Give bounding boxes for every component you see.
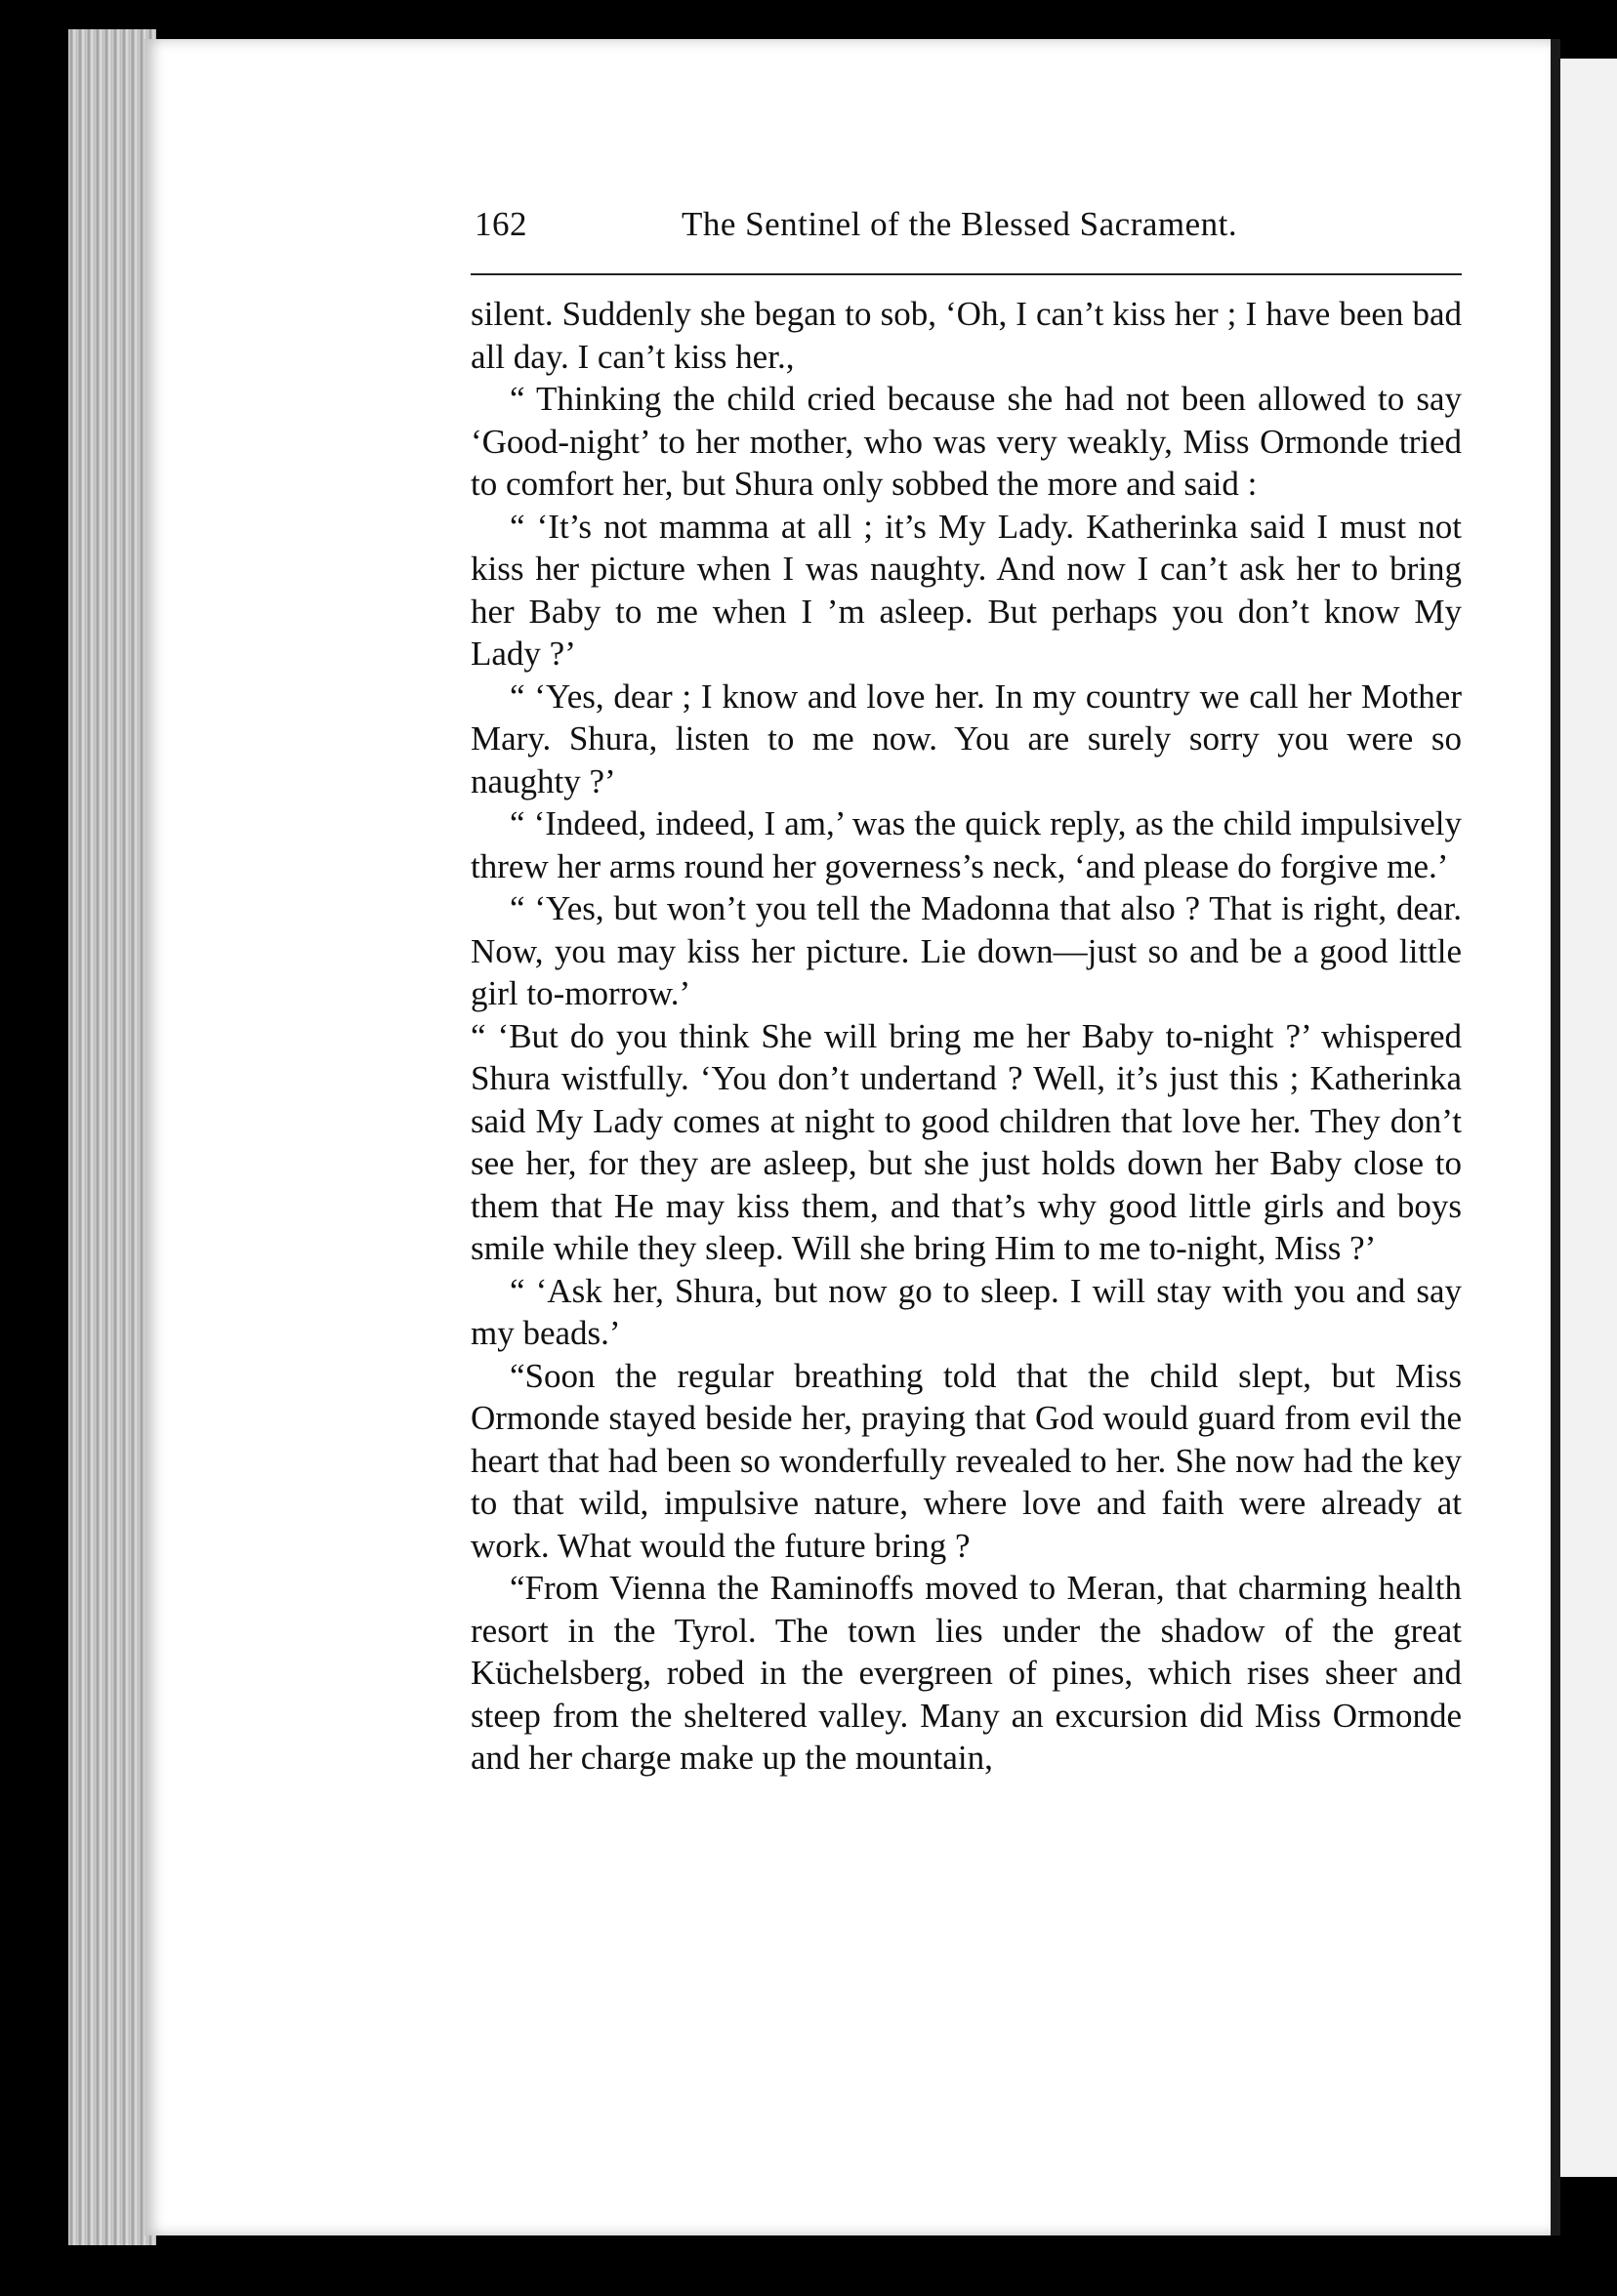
paragraph: “Soon the regular breathing told that the child slept, but Miss Ormonde stayed beside her, praying that God would guard from evil the heart that had been so wonderfully revealed to her. She now had the key to that wild, impulsive nature, where love and faith were already at work. What would the future bring ? [471, 1356, 1462, 1565]
facing-page-edge [1560, 59, 1617, 2177]
paragraph: “From Vienna the Raminoffs moved to Meran, that charming health resort in the Tyrol. The town lies under the shadow of the great Küchelsberg, robed in the evergreen of pines, which rises sheer and steep from the sheltered valley. Many an excursion did Miss Ormonde and her charge make up the mountain, [471, 1569, 1462, 1777]
running-header [471, 205, 1462, 252]
paragraph: silent. Suddenly she began to sob, ‘Oh, I can’t kiss her ; I have been bad all day. I can’t kiss her., [471, 295, 1462, 376]
body-text [471, 293, 1462, 1780]
paragraph: “ ‘But do you think She will bring me her Baby to-night ?’ whispered Shura wistfully. ‘You don’t undertand ? Well, it’s just this ; Katherinka said My Lady comes at night to good children that love her. They don’t see her, for they are asleep, but she just holds down her Baby close to them that He may kiss them, and that’s why good little girls and boys smile while they sleep. Will she bring Him to me to-night, Miss ?’ [471, 1016, 1462, 1267]
paragraph: “ Thinking the child cried because she had not been allowed to say ‘Good-night’ to her mother, who was very weakly, Miss Ormonde tried to comfort her, but Shura only sobbed the more and said : [471, 380, 1462, 503]
paragraph: “ ‘Ask her, Shura, but now go to sleep. I will stay with you and say my beads.’ [471, 1271, 1462, 1352]
paragraph: “ ‘Yes, but won’t you tell the Madonna that also ? That is right, dear. Now, you may kiss her picture. Lie down—just so and be a good little girl to-morrow.’ [471, 889, 1462, 1012]
page-number: 162 [475, 205, 527, 243]
book-gutter [1551, 39, 1560, 2235]
paragraph: “ ‘It’s not mamma at all ; it’s My Lady. Katherinka said I must not kiss her picture when I was naughty. And now I can’t ask her to bring her Baby to me when I ’m asleep. But perhaps you don’t know My Lady ?’ [471, 507, 1462, 673]
stacked-page-edges [68, 29, 156, 2245]
paragraph: “ ‘Indeed, indeed, I am,’ was the quick reply, as the child impulsively threw her arms round her governess’s neck, ‘and please do forgive me.’ [471, 804, 1462, 885]
paragraph: “ ‘Yes, dear ; I know and love her. In my country we call her Mother Mary. Shura, listen to me now. You are surely sorry you were so naughty ?’ [471, 676, 1462, 800]
header-rule [471, 273, 1462, 275]
running-title: The Sentinel of the Blessed Sacrament. [682, 205, 1238, 243]
page-content [471, 205, 1462, 1780]
